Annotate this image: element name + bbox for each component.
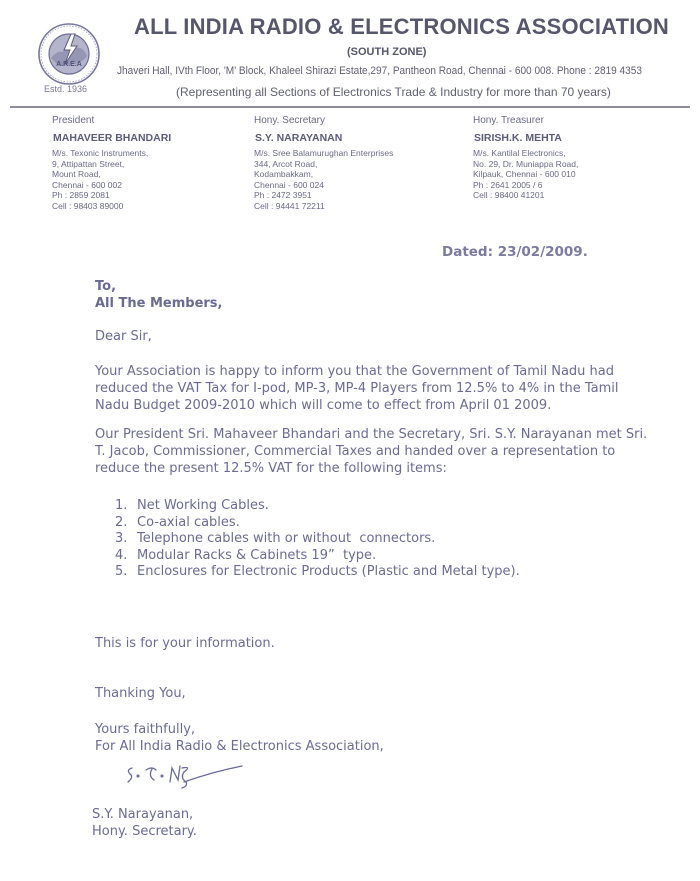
bearer-role: President [52, 115, 95, 126]
bearer-address-line: M/s. Kantilal Electronics, [473, 148, 566, 158]
item-number: 5. [115, 564, 128, 579]
item-text: Telephone cables with or without connectors. [137, 531, 436, 546]
signatory-title: Hony. Secretary. [92, 824, 197, 839]
letterhead-divider [10, 106, 690, 108]
recipient-name: All The Members, [95, 296, 223, 311]
bearer-cell: Cell : 98403 89000 [52, 200, 124, 211]
bearer-address-line: Chennai - 600 002 [52, 179, 122, 190]
bearer-address-line: M/s. Sree Balamurughan Enterprises [254, 148, 394, 158]
bearer-phone: Ph : 2859 2081 [52, 190, 110, 200]
item-number: 1. [115, 498, 128, 513]
bearer-cell: Cell : 98400 41201 [473, 190, 545, 200]
closing-phrase: Yours faithfully, [95, 722, 196, 737]
letter-date: Dated: 23/02/2009. [442, 244, 588, 260]
list-item [115, 498, 520, 515]
bearer-phone: Ph : 2641 2005 / 6 [473, 179, 543, 190]
bearer-address-line: M/s. Texonic Instruments, [52, 148, 149, 158]
bearer-address-line: No. 29, Dr. Muniappa Road, [473, 158, 579, 169]
established-year: Estd. 1936 [44, 84, 88, 94]
closing-organization: For All India Radio & Electronics Association, [95, 739, 384, 754]
signatory-block [92, 806, 197, 840]
bearer-address-line: Kilpauk, Chennai - 600 010 [473, 169, 576, 179]
bearer-role: Hony. Treasurer [473, 115, 544, 126]
organization-name: ALL INDIA RADIO & ELECTRONICS ASSOCIATION [134, 14, 669, 39]
organization-address: Jhaveri Hall, IVth Floor, 'M' Block, Khaleel Shirazi Estate,297, Pantheon Road, Chennai - 600 008. Phone : 2819 4353 [117, 65, 642, 77]
item-text: Net Working Cables. [137, 498, 269, 513]
recipient-to: To, [95, 279, 117, 294]
salutation: Dear Sir, [95, 329, 152, 344]
item-text: Co-axial cables. [137, 514, 240, 530]
body-paragraph-1: Your Association is happy to inform you that the Government of Tamil Nadu had reduced the VAT Tax for I-pod, MP-3, MP-4 Players from 12.5% to 4% in the Tamil Nadu Budget 2009-2010 which will come to effect from April 01 2009. [95, 364, 619, 413]
organization-tagline: (Representing all Sections of Electronics Trade & Industry for more than 70 years) [176, 85, 611, 99]
thanks-line: Thanking You, [95, 686, 186, 701]
item-number: 4. [115, 547, 128, 563]
item-number: 2. [115, 514, 128, 530]
list-item [115, 564, 520, 581]
zone-label: (SOUTH ZONE) [347, 46, 427, 58]
handwritten-signature-icon [122, 760, 252, 794]
office-bearer-treasurer [473, 116, 578, 201]
bearer-name: SIRISH.K. MEHTA [474, 131, 562, 144]
recipient-block [95, 278, 222, 312]
office-bearer-president [52, 116, 171, 211]
bearer-address-line: 9, Attipattan Street, [52, 158, 125, 169]
item-text: Modular Racks & Cabinets 19” type. [137, 547, 377, 563]
office-bearer-secretary [254, 116, 393, 211]
list-item [115, 548, 520, 565]
bearer-address-line: 344, Arcot Road, [254, 158, 318, 169]
closing-block [95, 721, 384, 755]
info-line: This is for your information. [95, 636, 275, 651]
list-item [115, 531, 520, 548]
association-seal-logo-icon [37, 22, 101, 86]
bearer-name: S.Y. NARAYANAN [255, 131, 343, 144]
bearer-address-line: Chennai - 600 024 [254, 179, 324, 190]
bearer-address-line: Kodambakkam, [254, 169, 314, 179]
item-number: 3. [115, 531, 128, 546]
svg-text:A.R.E.A: A.R.E.A [56, 61, 82, 68]
bearer-name: MAHAVEER BHANDARI [53, 131, 172, 144]
list-item [115, 515, 520, 532]
items-list [115, 498, 520, 581]
body-paragraph-2: Our President Sri. Mahaveer Bhandari and the Secretary, Sri. S.Y. Narayanan met Sri. T. Jacob, Commissioner, Commercial Taxes and handed over a representation to reduce the present 12.5% VAT for the following items: [95, 427, 648, 476]
signatory-name: S.Y. Narayanan, [92, 807, 194, 822]
item-text: Enclosures for Electronic Products (Plastic and Metal type). [137, 564, 520, 579]
bearer-phone: Ph : 2472 3951 [254, 190, 312, 200]
bearer-cell: Cell : 94441 72211 [254, 200, 325, 211]
bearer-address-line: Mount Road, [52, 169, 101, 179]
bearer-role: Hony. Secretary [254, 115, 325, 126]
